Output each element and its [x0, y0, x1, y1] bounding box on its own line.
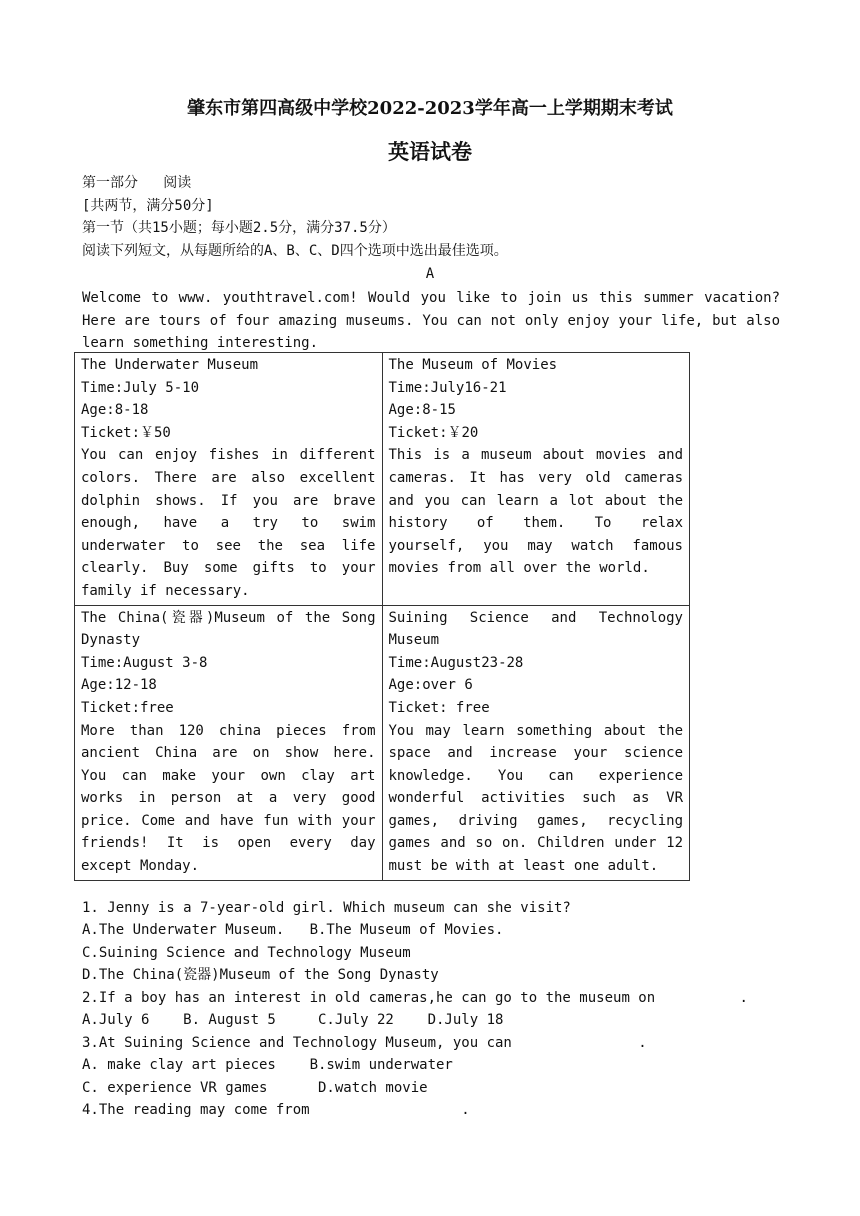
museum-cell: [75, 353, 383, 606]
museum-time: Time:July 5-10: [81, 379, 200, 396]
museum-ticket: Ticket:￥20: [388, 424, 479, 441]
museum-description: More than 120 china pieces from ancient China are on show here. You can make your own clay art works in person at a very good price. Come and have fun with your friends! It is open every day except Monday.: [81, 722, 376, 875]
museum-age: Age:8-15: [388, 402, 456, 419]
museum-description: This is a museum about movies and cameras. It has very old cameras and you can learn a lot about the history of them. To relax yourself, you may watch famous movies from all over the world.: [388, 447, 683, 577]
table-row: [75, 353, 690, 606]
museum-cell: [382, 353, 690, 606]
museum-name: Suining Science and Technology Museum: [388, 609, 683, 649]
exam-title: 肇东市第四高级中学校2022-2023学年高一上学期期末考试: [187, 98, 673, 119]
question-line: A. make clay art pieces B.swim underwater: [82, 1057, 453, 1073]
part-note: [共两节，满分50分]: [82, 198, 214, 214]
table-row: [75, 605, 690, 880]
section-heading: 第一节（共15小题；每小题2.5分，满分37.5分）: [82, 220, 396, 236]
question-line: C.Suining Science and Technology Museum: [82, 945, 411, 961]
museum-time: Time:July16-21: [388, 379, 507, 396]
museum-age: Age:8-18: [81, 402, 149, 419]
museum-description: You can enjoy fishes in different colors. There are also excellent dolphin shows. If you are brave enough, have a try to swim underwater to see the sea life clearly. Buy some gifts to your family if necessary.: [81, 447, 376, 599]
museum-age: Age:12-18: [81, 677, 157, 694]
museum-cell: [75, 605, 383, 880]
question-line: D.The China(瓷器)Museum of the Song Dynasty: [82, 967, 439, 983]
museum-cell: [382, 605, 690, 880]
museum-time: Time:August23-28: [388, 654, 524, 671]
museum-time: Time:August 3-8: [81, 654, 208, 671]
question-line: 3.At Suining Science and Technology Museum, you can .: [82, 1035, 647, 1051]
question-line: A.July 6 B. August 5 C.July 22 D.July 18: [82, 1012, 504, 1028]
passage-label: A: [425, 266, 435, 282]
instruction-text: 阅读下列短文，从每题所给的A、B、C、D四个选项中选出最佳选项。: [82, 243, 508, 259]
exam-subtitle: 英语试卷: [388, 139, 472, 164]
museum-name: The Museum of Movies: [388, 357, 558, 373]
question-line: 1. Jenny is a 7-year-old girl. Which museum can she visit?: [82, 900, 571, 916]
museum-ticket: Ticket:free: [81, 699, 174, 716]
question-line: 2.If a boy has an interest in old cameras,he can go to the museum on .: [82, 990, 748, 1006]
museum-table: [74, 352, 690, 881]
museum-name: The Underwater Museum: [81, 357, 259, 373]
question-line: A.The Underwater Museum. B.The Museum of Movies.: [82, 922, 504, 938]
museum-name: The China(瓷器)Museum of the Song Dynasty: [81, 609, 376, 649]
museum-description: You may learn something about the space and increase your science knowledge. You can experience wonderful activities such as VR games, driving games, recycling games and so on. Children under 12 must be with at least one adult.: [388, 722, 683, 875]
passage-intro: Welcome to www. youthtravel.com! Would you like to join us this summer vacation? Here are tours of four amazing museums. You can not only enjoy your life, but also learn something interesting.: [82, 290, 780, 351]
museum-ticket: Ticket: free: [388, 699, 490, 716]
museum-ticket: Ticket:￥50: [81, 424, 171, 441]
question-line: C. experience VR games D.watch movie: [82, 1080, 428, 1096]
question-line: 4.The reading may come from .: [82, 1102, 470, 1118]
museum-age: Age:over 6: [388, 677, 473, 694]
part-heading: 第一部分 阅读: [82, 175, 192, 191]
